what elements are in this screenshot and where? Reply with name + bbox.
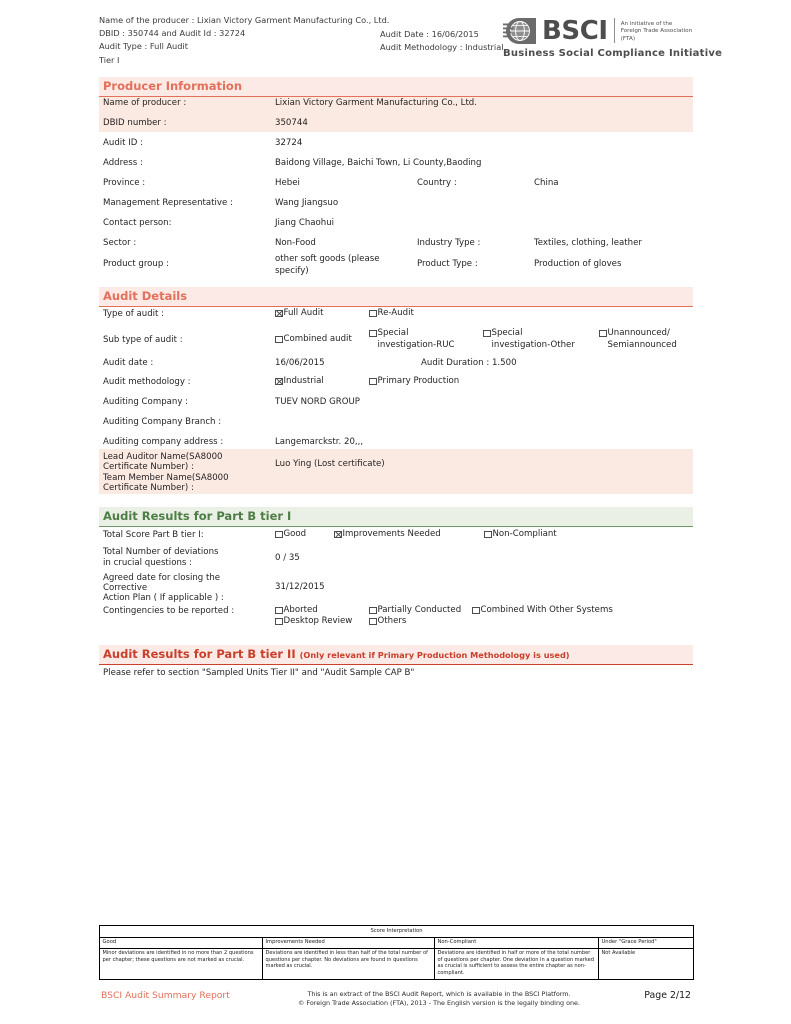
checkbox-label-good: Good [283, 529, 307, 539]
checkbox-others[interactable] [369, 616, 406, 628]
table-row-headers [100, 937, 694, 948]
bsci-logo [503, 14, 723, 64]
checkbox-label-special-investigation-ruc: Special investigation-RUC [377, 328, 455, 350]
row-sub-type-of-audit [99, 328, 693, 352]
column-header-improvements-needed: Improvements Needed [263, 937, 435, 948]
checkbox-box-aborted[interactable] [275, 607, 283, 615]
checkbox-label-improvements-needed: Improvements Needed [342, 529, 441, 539]
value-deviations: 0 / 35 [275, 553, 300, 563]
value-sector: Non-Food [275, 238, 316, 248]
cell-improvements-needed-description: Deviations are identified in less than half of the total number of questions per chapter. No deviations are found in questions marked as crucial. [263, 948, 435, 979]
checkbox-non-compliant[interactable] [484, 529, 557, 541]
label-contingencies: Contingencies to be reported : [103, 606, 235, 616]
label-deviations-line1: Total Number of deviations [103, 547, 219, 557]
label-sub-type-of-audit: Sub type of audit : [103, 335, 183, 345]
score-interpretation-title: Score Interpretation [100, 926, 694, 938]
value-contact-person: Jiang Chaohui [275, 218, 335, 228]
checkbox-box-good[interactable] [275, 531, 283, 539]
label-producer-name: Name of producer : [103, 98, 187, 108]
footer-report-title: BSCI Audit Summary Report [101, 990, 230, 1001]
checkbox-box-full-audit[interactable] [275, 310, 283, 318]
label-auditing-company: Auditing Company : [103, 397, 189, 407]
checkbox-aborted[interactable] [275, 605, 318, 617]
column-header-non-compliant: Non-Compliant [435, 937, 599, 948]
footer-disclaimer-line2: © Foreign Trade Association (FTA), 2013 - The English version is the legally binding one. [297, 999, 581, 1008]
checkbox-combined-with-other-systems[interactable] [472, 605, 613, 617]
value-dbid-number: 350744 [275, 118, 308, 128]
checkbox-label-non-compliant: Non-Compliant [492, 529, 557, 539]
value-product-type: Production of gloves [534, 259, 622, 269]
label-auditing-company-branch: Auditing Company Branch : [103, 417, 222, 427]
label-address: Address : [103, 158, 143, 168]
part-b-tier-ii-note: Please refer to section "Sampled Units Tier II" and "Audit Sample CAP B" [103, 668, 415, 678]
checkbox-box-industrial[interactable] [275, 378, 283, 386]
value-producer-name: Lixian Victory Garment Manufacturing Co., Ltd. [275, 98, 477, 108]
score-interpretation-table [99, 925, 694, 980]
column-header-good: Good [100, 937, 263, 948]
table-row-descriptions [100, 948, 694, 979]
label-sector: Sector : [103, 238, 137, 248]
document-header [99, 14, 723, 68]
checkbox-box-special-investigation-other[interactable] [483, 330, 491, 338]
checkbox-good[interactable] [275, 529, 306, 541]
document-footer [99, 988, 693, 1012]
label-industry-type: Industry Type : [417, 238, 481, 248]
label-audit-date: Audit date : [103, 358, 154, 368]
part-b-tier-ii-title: Audit Results for Part B tier II [103, 647, 296, 661]
label-deviations-line2: in crucial questions : [103, 558, 193, 568]
checkbox-label-primary-production: Primary Production [377, 376, 460, 386]
checkbox-box-re-audit[interactable] [369, 310, 377, 318]
label-lead-auditor-line1: Lead Auditor Name(SA8000 [103, 452, 223, 462]
checkbox-box-combined-with-other-systems[interactable] [472, 607, 480, 615]
header-producer-name: Name of the producer : Lixian Victory Garment Manufacturing Co., Ltd. [99, 15, 390, 25]
label-product-group: Product group : [103, 259, 169, 269]
label-team-member-line1: Team Member Name(SA8000 [103, 473, 229, 483]
label-auditing-company-address: Auditing company address : [103, 437, 224, 447]
label-type-of-audit: Type of audit : [103, 309, 165, 319]
checkbox-box-special-investigation-ruc[interactable] [369, 330, 377, 338]
label-province: Province : [103, 178, 146, 188]
value-auditing-company-address: Langemarckstr. 20,,, [275, 437, 364, 447]
value-industry-type: Textiles, clothing, leather [534, 238, 642, 248]
checkbox-label-industrial: Industrial [283, 376, 324, 386]
checkbox-re-audit[interactable] [369, 308, 414, 320]
checkbox-label-aborted: Aborted [283, 605, 318, 615]
footer-page-number: Page 2/12 [644, 990, 691, 1001]
label-team-member-line2: Certificate Number) : [103, 483, 194, 493]
checkbox-box-non-compliant[interactable] [484, 531, 492, 539]
value-management-representative: Wang Jiangsuo [275, 198, 339, 208]
checkbox-primary-production[interactable] [369, 376, 459, 388]
checkbox-label-full-audit: Full Audit [283, 308, 324, 318]
label-dbid-number: DBID number : [103, 118, 167, 128]
checkbox-box-partially-conducted[interactable] [369, 607, 377, 615]
part-b-tier-ii-heading [99, 645, 693, 665]
label-agreed-date-line1: Agreed date for closing the [103, 573, 221, 583]
checkbox-box-primary-production[interactable] [369, 378, 377, 386]
checkbox-box-improvements-needed[interactable] [334, 531, 342, 539]
globe-arrow-icon [503, 16, 539, 46]
value-country: China [534, 178, 559, 188]
value-product-group: other soft goods (please specify) [275, 254, 380, 277]
label-total-score: Total Score Part B tier I: [103, 530, 204, 540]
label-management-representative: Management Representative : [103, 198, 233, 208]
checkbox-partially-conducted[interactable] [369, 605, 461, 617]
checkbox-label-partially-conducted: Partially Conducted [377, 605, 462, 615]
value-audit-id: 32724 [275, 138, 303, 148]
label-agreed-date-line3: Action Plan ( If applicable ) : [103, 593, 224, 603]
bsci-subtitle: Business Social Compliance Initiative [503, 48, 723, 59]
checkbox-box-unannounced-semiannounced[interactable] [599, 330, 607, 338]
cell-non-compliant-description: Deviations are identified in half or more of the total number of questions per chapter. One deviation in a question marked as crucial is sufficient to assess the entire chapter as non-compliant. [435, 948, 599, 979]
column-header-grace-period: Under "Grace Period" [599, 937, 694, 948]
checkbox-label-special-investigation-other: Special investigation-Other [491, 328, 575, 350]
value-auditing-company: TUEV NORD GROUP [275, 397, 360, 407]
header-tier: Tier I [99, 54, 120, 65]
value-province: Hebei [275, 178, 300, 188]
footer-disclaimer [289, 990, 589, 1008]
checkbox-box-combined-audit[interactable] [275, 336, 283, 344]
header-left-block [99, 14, 389, 67]
label-audit-methodology: Audit methodology : [103, 377, 191, 387]
header-audit-type: Audit Type : Full Audit [99, 41, 188, 52]
header-audit-methodology: Audit Methodology : Industrial [380, 42, 504, 53]
checkbox-label-combined-with-other-systems: Combined With Other Systems [480, 605, 613, 615]
checkbox-desktop-review[interactable] [275, 616, 352, 628]
checkbox-label-others: Others [377, 616, 407, 626]
checkbox-label-re-audit: Re-Audit [377, 308, 414, 318]
label-lead-auditor-line2: Certificate Number) : [103, 462, 194, 472]
label-country: Country : [417, 178, 457, 188]
checkbox-special-investigation-other[interactable] [483, 328, 575, 351]
checkbox-full-audit[interactable] [275, 308, 323, 320]
label-audit-id: Audit ID : [103, 138, 144, 148]
checkbox-label-unannounced-semiannounced: Unannounced/ Semiannounced [607, 328, 677, 350]
bsci-wordmark: BSCI [542, 15, 608, 46]
producer-information-heading: Producer Information [99, 77, 693, 97]
table-row-title [100, 926, 694, 938]
checkbox-label-combined-audit: Combined audit [283, 334, 352, 344]
header-dbid-auditid: DBID : 350744 and Audit Id : 32724 [99, 28, 246, 39]
cell-grace-period-description: Not Available [599, 948, 694, 979]
checkbox-improvements-needed[interactable] [334, 529, 441, 541]
checkbox-box-desktop-review[interactable] [275, 618, 283, 626]
checkbox-industrial[interactable] [275, 376, 324, 388]
audit-details-heading: Audit Details [99, 287, 693, 307]
label-agreed-date-line2: Corrective [103, 583, 148, 593]
checkbox-label-desktop-review: Desktop Review [283, 616, 353, 626]
value-audit-date: 16/06/2015 [275, 358, 325, 368]
label-contact-person: Contact person: [103, 218, 172, 228]
checkbox-unannounced-semiannounced[interactable] [599, 328, 689, 351]
checkbox-box-others[interactable] [369, 618, 377, 626]
label-product-type: Product Type : [417, 259, 478, 269]
cell-good-description: Minor deviations are identified in no more than 2 questions per chapter; these questions are not marked as crucial. [100, 948, 263, 979]
checkbox-combined-audit[interactable] [275, 334, 352, 346]
part-b-tier-i-heading: Audit Results for Part B tier I [99, 507, 693, 527]
label-audit-duration: Audit Duration : 1.500 [421, 358, 517, 368]
footer-disclaimer-line1: This is an extract of the BSCI Audit Report, which is available in the BSCI Platform. [307, 990, 571, 998]
part-b-tier-ii-subtitle: (Only relevant if Primary Production Methodology is used) [299, 650, 570, 660]
checkbox-special-investigation-ruc[interactable] [369, 328, 461, 351]
value-lead-auditor: Luo Ying (Lost certificate) [275, 459, 385, 469]
value-address: Baidong Village, Baichi Town, Li County,Baoding [275, 158, 482, 168]
bsci-tagline: An initiative of the Foreign Trade Association (FTA) [614, 18, 693, 44]
header-audit-date: Audit Date : 16/06/2015 [380, 29, 479, 39]
value-agreed-date: 31/12/2015 [275, 582, 325, 592]
